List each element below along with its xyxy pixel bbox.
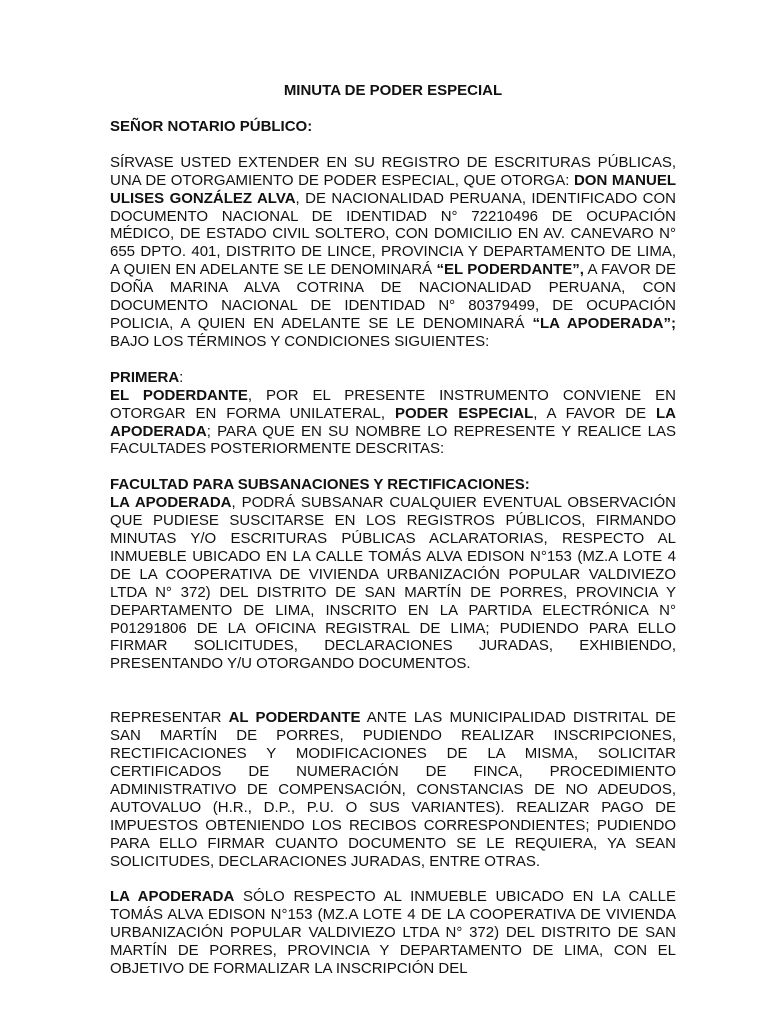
facultad-apoderada: LA APODERADA (110, 494, 232, 512)
apoderada-paragraph (110, 888, 676, 978)
primera-poder-especial: PODER ESPECIAL (394, 404, 534, 422)
primera-text-d: , A FAVOR DE (533, 404, 656, 422)
grantor-name: DON MANUEL ULISES GONZÁLEZ ALVA (110, 171, 676, 207)
facultad-text-b: , PODRÁ SUBSANAR CUALQUIER EVENTUAL OBSERVACIÓN QUE PUDIESE SUSCITARSE EN LOS REGISTROS PÚBLICOS, FIRMANDO MINUTAS Y/O ESCRITURAS PÚBLICAS ACLARATORIAS, RESPECTO AL INMUEBLE UBICADO EN LA CALLE TOMÁS ALVA EDISON N°153 (MZ.A LOTE 4 DE LA COOPERATIVA DE VIVIENDA URBANIZACIÓN POPULAR VALDIVIEZO LTDA N° 372) DEL DISTRITO DE SAN MARTÍN DE PORRES, PROVINCIA Y DEPARTAMENTO DE LIMA, INSCRITO EN LA PARTIDA ELECTRÓNICA N° P01291806 DE LA OFICINA REGISTRAL DE LIMA; PUDIENDO PARA ELLO FIRMAR SOLICITUDES, DECLARACIONES JURADAS, EXHIBIENDO, PRESENTANDO Y/U OTORGANDO DOCUMENTOS. (110, 494, 676, 673)
blank-spacer (110, 691, 676, 709)
document-page (110, 82, 676, 996)
representar-poderdante: AL PODERDANTE (228, 709, 361, 727)
poderdante-term: “EL PODERDANTE”, (436, 261, 584, 279)
intro-text-c: , DE NACIONALIDAD PERUANA, IDENTIFICADO CON DOCUMENTO NACIONAL DE IDENTIDAD N° 72210496 DE OCUPACIÓN MÉDICO, DE ESTADO CIVIL SOLTERO, CON DOMICILIO EN AV. CANEVARO N° 655 DPTO. 401, DISTRITO DE LINCE, PROVINCIA Y DEPARTAMENTO DE LIMA, A QUIEN EN ADELANTE SE LE DENOMINARÁ (110, 189, 676, 279)
intro-text-g: BAJO LOS TÉRMINOS Y CONDICIONES SIGUIENTES: (110, 332, 490, 350)
primera-colon: : (179, 368, 184, 386)
facultad-heading (110, 476, 676, 494)
addressee-heading: SEÑOR NOTARIO PÚBLICO: (110, 117, 313, 135)
primera-heading (110, 369, 676, 387)
representar-text-c: ANTE LAS MUNICIPALIDAD DISTRITAL DE SAN MARTÍN DE PORRES, PUDIENDO REALIZAR INSCRIPCIONES, RECTIFICACIONES Y MODIFICACIONES DE LA MISMA, SOLICITAR CERTIFICADOS DE NUMERACIÓN DE FINCA, PROCEDIMIENTO ADMINISTRATIVO DE COMPENSACIÓN, CONSTANCIAS DE NO ADEUDOS, AUTOVALUO (H.R., D.P., P.U. O SUS VARIANTES). REALIZAR PAGO DE IMPUESTOS OBTENIENDO LOS RECIBOS CORRESPONDIENTES; PUDIENDO PARA ELLO FIRMAR CUANTO DOCUMENTO SE LE REQUIERA, YA SEAN SOLICITUDES, DECLARACIONES JURADAS, ENTRE OTRAS. (110, 709, 676, 870)
facultad-heading-text: FACULTAD PARA SUBSANACIONES Y RECTIFICACIONES: (110, 476, 530, 494)
facultad-paragraph (110, 494, 676, 673)
intro-text-a: SÍRVASE USTED EXTENDER EN SU REGISTRO DE ESCRITURAS PÚBLICAS, UNA DE OTORGAMIENTO DE PODER ESPECIAL, QUE OTORGA: (110, 153, 676, 189)
primera-paragraph (110, 387, 676, 459)
representar-text-a: REPRESENTAR (110, 709, 229, 727)
primera-poderdante: EL PODERDANTE (110, 386, 248, 404)
apoderada-text-b: SÓLO RESPECTO AL INMUEBLE UBICADO EN LA CALLE TOMÁS ALVA EDISON N°153 (MZ.A LOTE 4 DE LA COOPERATIVA DE VIVIENDA URBANIZACIÓN POPULAR VALDIVIEZO LTDA N° 372) DEL DISTRITO DE SAN MARTÍN DE PORRES, PROVINCIA Y DEPARTAMENTO DE LIMA, CON EL OBJETIVO DE FORMALIZAR LA INSCRIPCIÓN DEL (110, 888, 676, 978)
document-title: MINUTA DE PODER ESPECIAL (283, 82, 503, 99)
representar-paragraph (110, 709, 676, 870)
intro-text-e: A FAVOR DE DOÑA MARINA ALVA COTRINA DE NACIONALIDAD PERUANA, CON DOCUMENTO NACIONAL DE IDENTIDAD N° 80379499, DE OCUPACIÓN POLICIA, A QUIEN EN ADELANTE SE LE DENOMINARÁ (110, 261, 676, 332)
primera-text-f: ; PARA QUE EN SU NOMBRE LO REPRESENTE Y REALICE LAS FACULTADES POSTERIORMENTE DESCRITAS: (110, 422, 676, 458)
primera-label: PRIMERA (110, 368, 180, 386)
primera-text-b: , POR EL PRESENTE INSTRUMENTO CONVIENE EN OTORGAR EN FORMA UNILATERAL, (110, 386, 676, 422)
apoderada-label: LA APODERADA (110, 888, 235, 906)
intro-paragraph (110, 154, 676, 351)
primera-apoderada: LA APODERADA (110, 404, 676, 440)
apoderada-term: “LA APODERADA”; (532, 314, 677, 332)
